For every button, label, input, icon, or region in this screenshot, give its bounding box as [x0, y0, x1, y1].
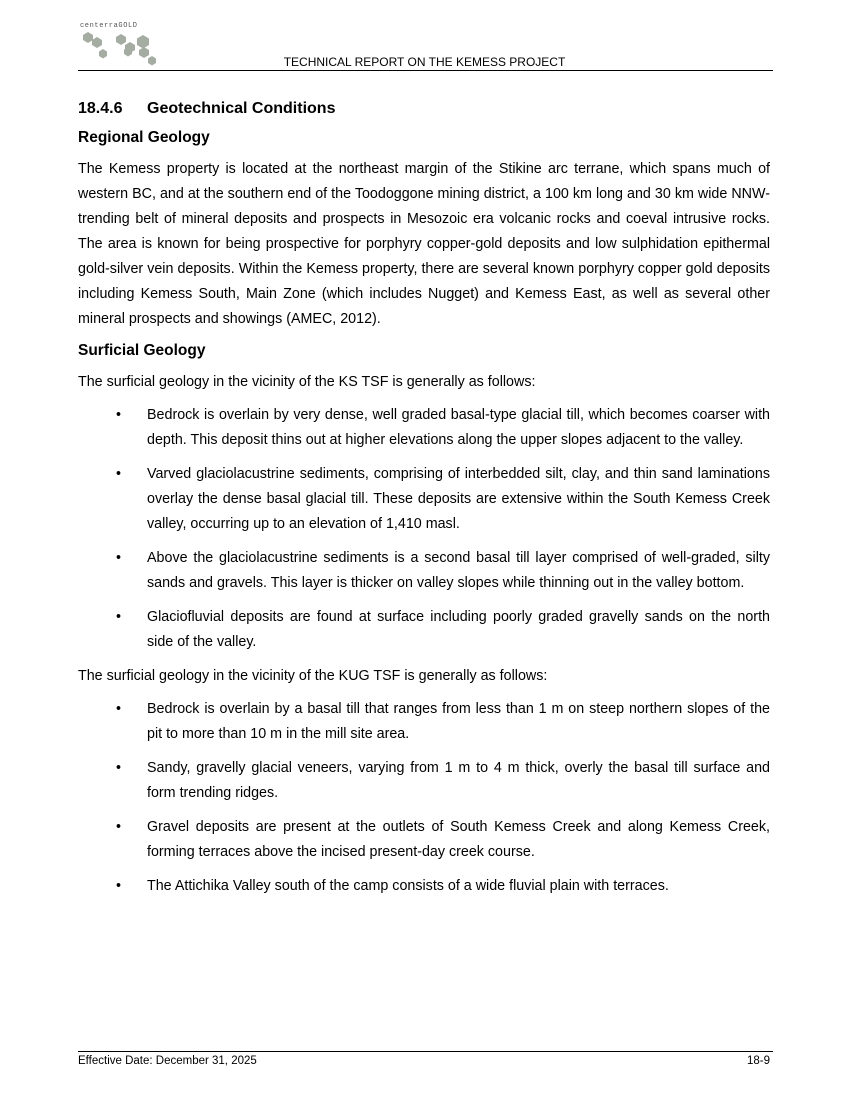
- footer-divider: [78, 1051, 773, 1052]
- list-item: • Above the glaciolacustrine sediments is a second basal till layer comprised of well-graded, silty sands and gravels. This layer is thicker on valley slopes while thinning out in the valley bottom.: [78, 546, 770, 596]
- logo-wordmark: centerraGOLD: [80, 22, 138, 30]
- regional-geology-heading: Regional Geology: [78, 129, 210, 146]
- list-item: • Varved glaciolacustrine sediments, comprising of interbedded silt, clay, and thin sand laminations overlay the dense basal glacial till. These deposits are extensive within the South Kemess Creek valley, occurring up to an elevation of 1,410 masl.: [78, 462, 770, 537]
- list-item: • The Attichika Valley south of the camp consists of a wide fluvial plain with terraces.: [78, 874, 770, 899]
- section-number: 18.4.6: [78, 100, 123, 117]
- kug-tsf-list: [78, 697, 770, 899]
- header-divider: [78, 70, 773, 71]
- bullet-icon: •: [116, 701, 122, 717]
- ks-tsf-list: [78, 403, 770, 655]
- report-title: TECHNICAL REPORT ON THE KEMESS PROJECT: [283, 55, 566, 69]
- list-item: • Glaciofluvial deposits are found at surface including poorly graded gravelly sands on the north side of the valley.: [78, 605, 770, 655]
- bullet-icon: •: [116, 819, 122, 835]
- section-title: Geotechnical Conditions: [147, 100, 336, 117]
- bullet-icon: •: [116, 466, 122, 482]
- regional-geology-paragraph: The Kemess property is located at the northeast margin of the Stikine arc terrane, which spans much of western BC, and at the southern end of the Toodoggone mining district, a 100 km long and 30 km wide NNW-trending belt of mineral deposits and prospects in Mesozoic era volcanic rocks and coeval intrusive rocks. The area is known for being prospective for porphyry copper-gold deposits and low sulphidation epithermal gold-silver vein deposits. Within the Kemess property, there are several known porphyry copper gold deposits including Kemess South, Main Zone (which includes Nugget) and Kemess East, as well as several other mineral prospects and showings (AMEC, 2012).: [78, 161, 770, 327]
- bullet-icon: •: [116, 407, 122, 423]
- bullet-icon: •: [116, 760, 122, 776]
- page-number: 18-9: [746, 1055, 770, 1067]
- list-item: • Gravel deposits are present at the outlets of South Kemess Creek and along Kemess Creek, forming terraces above the incised present-day creek course.: [78, 815, 770, 865]
- kug-tsf-intro: The surficial geology in the vicinity of the KUG TSF is generally as follows:: [78, 668, 548, 684]
- section-heading: [78, 98, 770, 120]
- bullet-icon: •: [116, 878, 122, 894]
- effective-date: Effective Date: December 31, 2025: [78, 1055, 257, 1067]
- bullet-icon: •: [116, 550, 122, 566]
- list-item: • Bedrock is overlain by very dense, well graded basal-type glacial till, which becomes coarser with depth. This deposit thins out at higher elevations along the upper slopes adjacent to the valley.: [78, 403, 770, 453]
- list-item: • Bedrock is overlain by a basal till that ranges from less than 1 m on steep northern slopes of the pit to more than 10 m in the mill site area.: [78, 697, 770, 747]
- surficial-geology-heading: Surficial Geology: [78, 342, 206, 359]
- ks-tsf-intro: The surficial geology in the vicinity of the KS TSF is generally as follows:: [78, 374, 536, 390]
- page-body: [78, 98, 770, 908]
- bullet-icon: •: [116, 609, 122, 625]
- list-item: • Sandy, gravelly glacial veneers, varying from 1 m to 4 m thick, overly the basal till surface and form trending ridges.: [78, 756, 770, 806]
